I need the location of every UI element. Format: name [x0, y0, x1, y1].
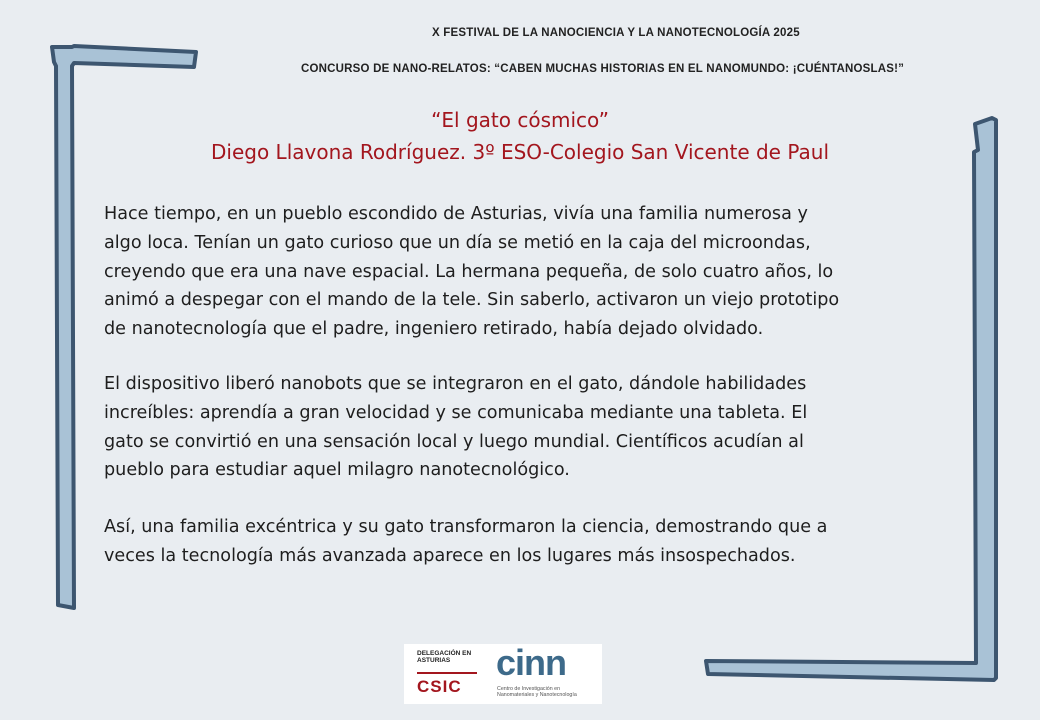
csic-logo [404, 644, 484, 704]
text-line: gato se convirtió en una sensación local y luego mundial. Científicos acudían al [104, 431, 804, 452]
text-line: El dispositivo liberó nanobots que se integraron en el gato, dándole habilidades [104, 374, 807, 394]
text-line: creyendo que era una nave espacial. La hermana pequeña, de solo cuatro años, lo [104, 261, 834, 282]
text-line: Hace tiempo, en un pueblo escondido de Asturias, vivía una familia numerosa y [104, 204, 808, 224]
text-line: Así, una familia excéntrica y su gato transformaron la ciencia, demostrando que a [104, 517, 828, 537]
story-paragraph [104, 200, 944, 344]
sponsor-logos [404, 644, 602, 704]
text-line: pueblo para estudiar aquel milagro nanotecnológico. [104, 460, 570, 481]
text-line: animó a despegar con el mando de la tele. Sin saberlo, activaron un viejo prototipo [104, 290, 840, 311]
contest-title: CONCURSO DE NANO-RELATOS: “CABEN MUCHAS HISTORIAS EN EL NANOMUNDO: ¡CUÉNTANOSLAS!” [301, 63, 905, 75]
story-paragraph [104, 370, 944, 485]
cinn-subtitle: Centro de Investigación en Nanomateriales y Nanotecnología [497, 686, 577, 698]
story-paragraph [104, 513, 944, 571]
text-line: increíbles: aprendía a gran velocidad y se comunicaba mediante una tableta. El [104, 402, 808, 423]
text-line: de nanotecnología que el padre, ingeniero retirado, había dejado olvidado. [104, 319, 764, 340]
festival-title: X FESTIVAL DE LA NANOCIENCIA Y LA NANOTECNOLOGÍA 2025 [432, 27, 800, 39]
story-title: “El gato cósmico” [431, 108, 609, 132]
story-author: Diego Llavona Rodríguez. 3º ESO-Colegio San Vicente de Paul [211, 140, 829, 164]
csic-divider [417, 672, 477, 674]
csic-wordmark: CSIC [417, 677, 462, 696]
text-line: veces la tecnología más avanzada aparece en los lugares más insospechados. [104, 545, 796, 566]
text-line: algo loca. Tenían un gato curioso que un día se metió en la caja del microondas, [104, 232, 811, 253]
cinn-logo [494, 644, 602, 704]
cinn-wordmark: cinn [496, 642, 567, 683]
csic-delegation-label: DELEGACIÓN EN ASTURIAS [417, 650, 472, 664]
